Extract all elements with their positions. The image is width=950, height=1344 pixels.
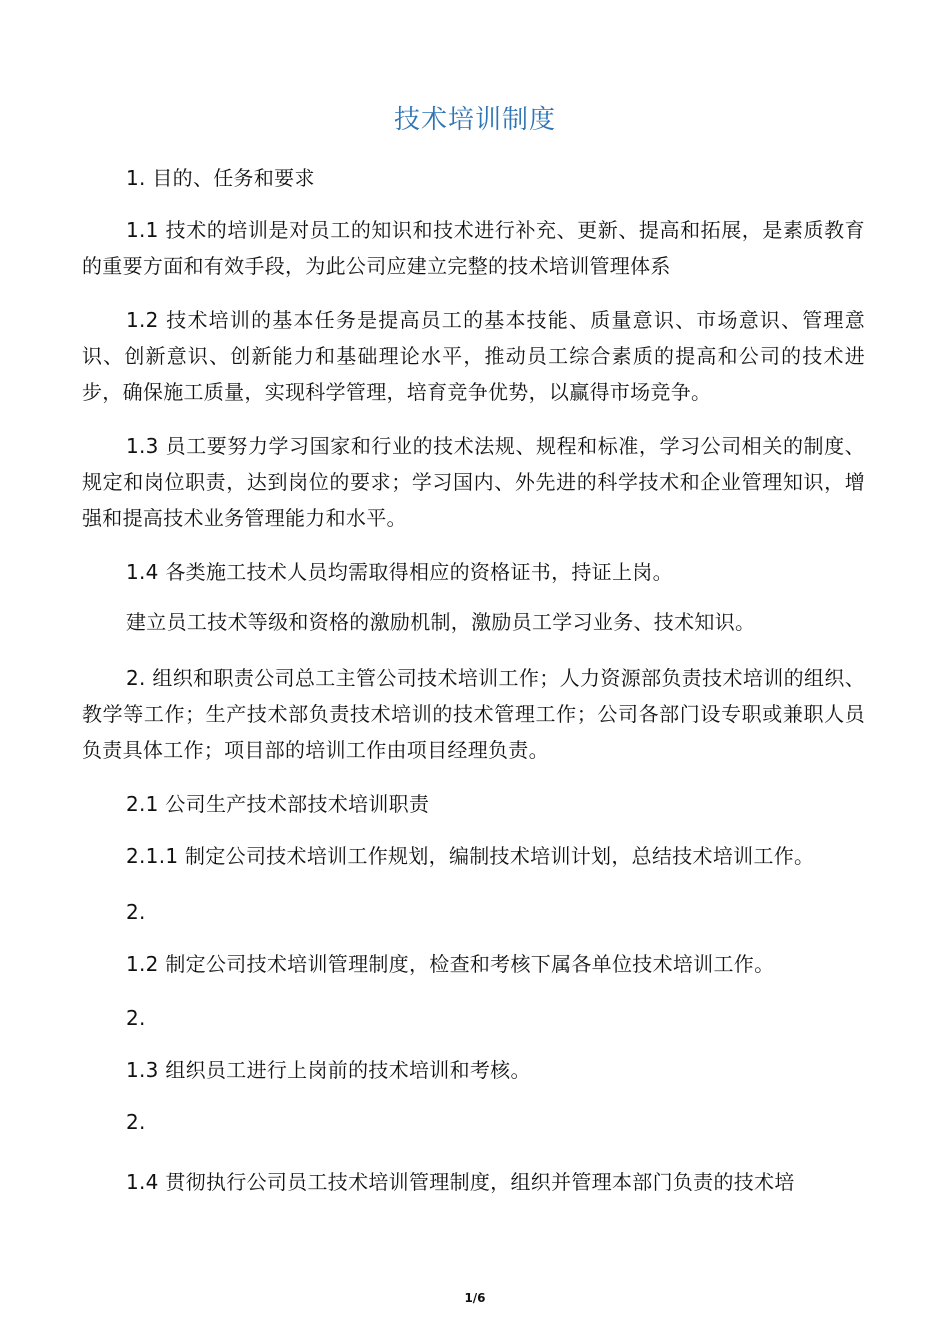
paragraph-2-1: 2.1 公司生产技术部技术培训职责 [126, 792, 430, 816]
paragraph-1-4-implement: 1.4 贯彻执行公司员工技术培训管理制度，组织并管理本部门负责的技术培 [126, 1170, 795, 1194]
paragraph-2-fragment-c: 2. [126, 1110, 146, 1134]
paragraph-incentive: 建立员工技术等级和资格的激励机制，激励员工学习业务、技术知识。 [126, 610, 756, 634]
paragraph-1-1: 1.1 技术的培训是对员工的知识和技术进行补充、更新、提高和拓展，是素质教育的重要方面和有效手段，为此公司应建立完整的技术培训管理体系 [82, 218, 865, 278]
paragraph-1-2: 1.2 技术培训的基本任务是提高员工的基本技能、质量意识、市场意识、管理意识、创新意识、创新能力和基础理论水平，推动员工综合素质的提高和公司的技术进步，确保施工质量，实现科学管理，培育竞争优势，以赢得市场竞争。 [82, 308, 865, 404]
paragraph-1-2-manage: 1.2 制定公司技术培训管理制度，检查和考核下属各单位技术培训工作。 [126, 952, 775, 976]
paragraph-2-1-1: 2.1.1 制定公司技术培训工作规划，编制技术培训计划，总结技术培训工作。 [126, 844, 815, 868]
paragraph-1-3: 1.3 员工要努力学习国家和行业的技术法规、规程和标准，学习公司相关的制度、规定和岗位职责，达到岗位的要求；学习国内、外先进的科学技术和企业管理知识，增强和提高技术业务管理能力和水平。 [82, 434, 865, 530]
paragraph-1-4: 1.4 各类施工技术人员均需取得相应的资格证书，持证上岗。 [126, 560, 673, 584]
paragraph-2: 2. 组织和职责公司总工主管公司技术培训工作；人力资源部负责技术培训的组织、教学等工作；生产技术部负责技术培训的技术管理工作；公司各部门设专职或兼职人员负责具体工作；项目部的培训工作由项目经理负责。 [82, 666, 865, 762]
paragraph-2-fragment-a: 2. [126, 900, 146, 924]
document-title: 技术培训制度 [393, 105, 556, 135]
paragraph-1-3-train: 1.3 组织员工进行上岗前的技术培训和考核。 [126, 1058, 531, 1082]
paragraph-1: 1. 目的、任务和要求 [126, 166, 315, 190]
paragraph-2-fragment-b: 2. [126, 1006, 146, 1030]
page-number: 1/6 [464, 1291, 486, 1305]
